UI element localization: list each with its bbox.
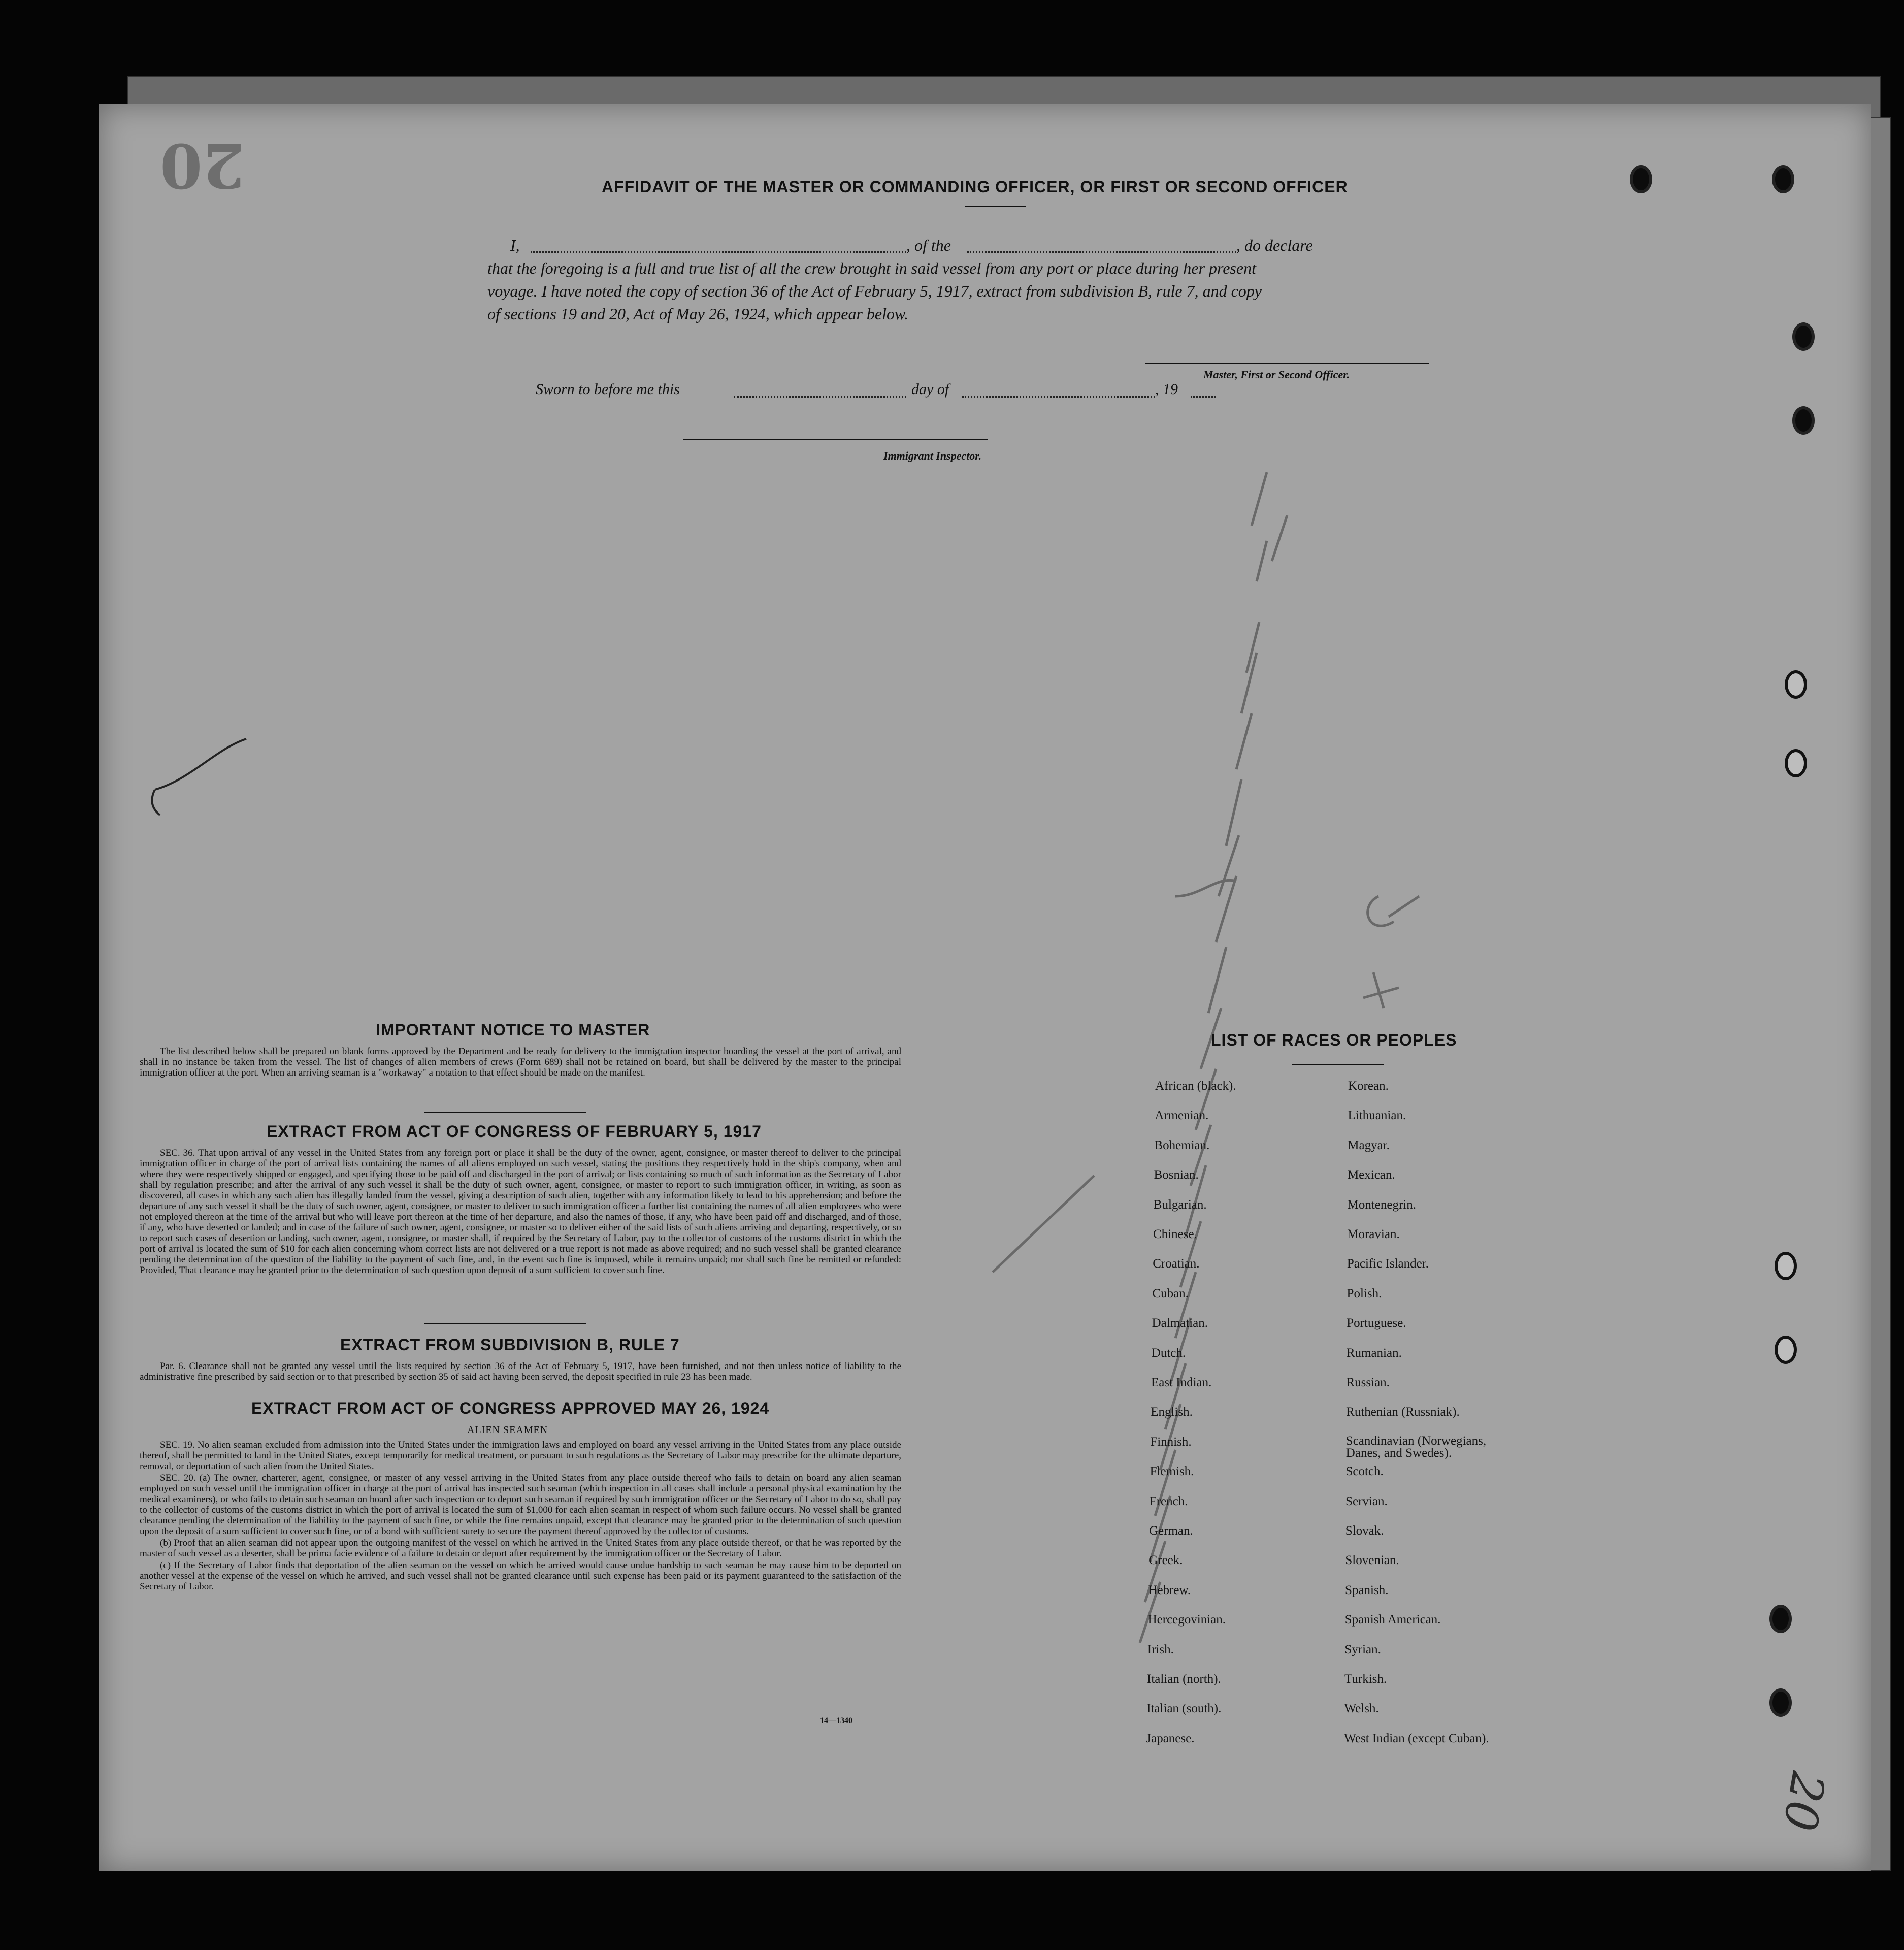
affidavit-declare: , do declare — [1236, 236, 1313, 254]
race-item: Scandinavian (Norwegians, Danes, and Swedes). — [1345, 1434, 1487, 1460]
affidavit-of-the: , of the — [906, 236, 951, 254]
extract-1924-title: EXTRACT FROM ACT OF CONGRESS APPROVED MAY 26, 1924 — [251, 1399, 770, 1417]
race-item: Bohemian. — [1154, 1138, 1210, 1152]
affidavit-i: I, — [510, 236, 520, 254]
race-item: Welsh. — [1344, 1702, 1379, 1716]
race-item: Hercegovinian. — [1147, 1613, 1226, 1627]
section-20c-paragraph: (c) If the Secretary of Labor finds that deportation of the alien seaman on the vessel on which he arrived would cause undue hardship to such seaman he may cause him to be deported on another vessel at the expense of the vessel on which he arrived, and such vessel shall not be granted clearance until such expense has been paid or its payment guaranteed to the satisfaction of the Secretary of Labor. — [140, 1560, 901, 1592]
sworn-label: Sworn to before me this — [536, 381, 680, 398]
divider — [424, 1112, 586, 1113]
race-item: Chinese. — [1153, 1227, 1197, 1241]
year-label: , 19 — [1155, 381, 1178, 398]
race-item: Syrian. — [1344, 1642, 1381, 1656]
race-item: Italian (south). — [1146, 1702, 1222, 1716]
affidavit-title: AFFIDAVIT OF THE MASTER OR COMMANDING OFFICER, OR FIRST OR SECOND OFFICER — [602, 178, 1348, 196]
rule7-text — [140, 1361, 901, 1383]
race-item: Lithuanian. — [1348, 1109, 1406, 1123]
race-item: Spanish. — [1345, 1583, 1389, 1597]
race-item: Armenian. — [1155, 1109, 1209, 1123]
handwriting-marks — [99, 104, 1871, 1871]
affidavit-line2: that the foregoing is a full and true list of all the crew brought in said vessel from any port or place during her present — [487, 259, 1256, 277]
section-20a-paragraph: SEC. 20. (a) The owner, charterer, agent, consignee, or master of any vessel arriving in the United States from any place outside thereof who fails to detain on board any alien seaman employed on such vessel until the immigration officer in charge at the port of arrival has inspected such seaman (which inspection in all cases shall include a personal physical examination by the medical examiners), or who fails to detain such seaman on board after such inspection or to deport such seaman if required by such immigration officer or the Secretary of Labor to do so, shall pay to the collector of customs of the customs district in which the port of arrival is located the sum of $1,000 for each alien seaman in respect of whom such failure occurs. No vessel shall be granted clearance pending the determination of the liability to the payment of such fine, or while the fine remains unpaid, except that clearance may be granted prior to the determination of such question upon the deposit of a sum sufficient to cover such fine, or of a bond with sufficient surety to secure the payment thereof approved by the collector of customs. — [140, 1473, 901, 1537]
extract-1924-text — [140, 1440, 901, 1593]
race-item: Slovenian. — [1345, 1553, 1399, 1568]
race-item: German. — [1149, 1524, 1193, 1538]
race-item: Mexican. — [1347, 1168, 1395, 1182]
race-item: Bulgarian. — [1153, 1197, 1207, 1212]
race-item: Portuguese. — [1347, 1316, 1406, 1330]
race-item: Japanese. — [1146, 1731, 1195, 1745]
race-item: Montenegrin. — [1347, 1197, 1416, 1212]
document-page — [99, 104, 1871, 1871]
race-item: Cuban. — [1152, 1286, 1189, 1301]
race-item: Dutch. — [1151, 1346, 1186, 1360]
race-item: Slovak. — [1345, 1524, 1384, 1538]
corner-number: 20 — [1772, 1768, 1835, 1835]
alien-seamen-subtitle: ALIEN SEAMEN — [467, 1424, 548, 1436]
extract-1917-text — [140, 1148, 901, 1277]
races-title: LIST OF RACES OR PEOPLES — [1211, 1031, 1457, 1049]
race-item: Greek. — [1148, 1553, 1183, 1568]
race-item: East Indian. — [1151, 1376, 1212, 1389]
notice-text — [140, 1046, 901, 1079]
race-item: Moravian. — [1347, 1227, 1400, 1241]
rule7-paragraph: Par. 6. Clearance shall not be granted any vessel until the lists required by section 36 of the Act of February 5, 1917, have been furnished, and not then unless notice of liability to the administrative fine prescribed by said section or to that prescribed by section 35 of said act having been served, the deposit specified in rule 23 has been made. — [140, 1361, 901, 1382]
race-item: Hebrew. — [1148, 1583, 1191, 1597]
races-title-underline — [1292, 1064, 1384, 1065]
race-item: French. — [1149, 1494, 1188, 1508]
race-item: English. — [1151, 1405, 1193, 1419]
race-item: Polish. — [1347, 1286, 1382, 1301]
section-36-paragraph: SEC. 36. That upon arrival of any vessel in the United States from any foreign port or place it shall be the duty of the owner, agent, consignee, or master thereof to deliver to the principal immigration officer in charge of the port of arrival lists containing the names of all aliens employed on such vessel, stating the positions they respectively hold in the ship's company, when and where they were respectively shipped or engaged, and specifying those to be paid off and discharged in the port of arrival; or lists containing so much of such information as the Secretary of Labor shall by regulation prescribe; and after the arrival of any such vessel it shall be the duty of such owner, agent, consignee, or master to report to such immigration officer, in writing, as soon as discovered, all cases in which any such alien has illegally landed from the vessel, giving a description of such alien, together with any information likely to lead to his apprehension; and before the departure of any such vessel it shall be the duty of such owner, agent, consignee, or master to deliver to such immigration officer a further list containing the names of all alien employees who were not employed thereon at the time of the arrival but who will leave port thereon at the time of her departure, and also the names of those, if any, who have been paid off and discharged, and of those, if any, who have deserted or landed; and in case of the failure of such owner, agent, consignee, or master so to deliver either of the said lists of such aliens arriving and departing, respectively, or so to report such cases of desertion or landing, such owner, agent, consignee, or master shall, if required by the Secretary of Labor, pay to the collector of customs of the customs district in which the port of arrival is located the sum of $10 for each alien concerning whom correct lists are not delivered or a true report is not made as above required; and no such vessel shall be granted clearance pending the determination of the question of the liability to the payment of such fine, and, in the event such fine is imposed, while it remains unpaid; nor shall such fine be remitted or refunded: Provided, That clearance may be granted prior to the determination of such question upon deposit of a sum sufficient to cover such fine. — [140, 1148, 901, 1276]
race-item: Ruthenian (Russniak). — [1346, 1405, 1460, 1419]
master-label: Master, First or Second Officer. — [1203, 368, 1350, 381]
race-item: Turkish. — [1344, 1672, 1387, 1686]
notice-title: IMPORTANT NOTICE TO MASTER — [376, 1021, 650, 1039]
race-item: Flemish. — [1150, 1465, 1194, 1479]
race-item: Scotch. — [1345, 1465, 1384, 1479]
race-item: Dalmatian. — [1152, 1316, 1208, 1330]
affidavit-line3: voyage. I have noted the copy of section 36 of the Act of February 5, 1917, extract from subdivision B, rule 7, and copy — [487, 282, 1262, 300]
race-item: Pacific Islander. — [1347, 1257, 1429, 1271]
race-item: African (black). — [1155, 1079, 1236, 1093]
race-item: Italian (north). — [1147, 1672, 1221, 1686]
form-number: 14—1340 — [820, 1716, 852, 1725]
rule7-title: EXTRACT FROM SUBDIVISION B, RULE 7 — [340, 1336, 680, 1354]
race-item: Servian. — [1345, 1494, 1388, 1508]
inspector-label: Immigrant Inspector. — [883, 449, 982, 462]
extract-1917-title: EXTRACT FROM ACT OF CONGRESS OF FEBRUARY 5, 1917 — [267, 1122, 762, 1141]
divider — [424, 1323, 586, 1324]
section-20b-paragraph: (b) Proof that an alien seaman did not appear upon the outgoing manifest of the vessel on which he arrived in the United States from any place outside thereof, or that he was reported by the master of such vessel as a deserter, shall be prima facie evidence of a failure to detain or deport after requirement by the immigration officer or the Secretary of Labor. — [140, 1538, 901, 1559]
race-item: Bosnian. — [1154, 1168, 1199, 1182]
race-item: Magyar. — [1348, 1138, 1390, 1152]
race-item: West Indian (except Cuban). — [1344, 1731, 1489, 1745]
day-of-label: day of — [911, 381, 949, 398]
page-number-stamp: 20 — [160, 129, 245, 201]
race-item: Croatian. — [1153, 1257, 1200, 1271]
race-item: Russian. — [1346, 1376, 1390, 1389]
race-item: Irish. — [1147, 1642, 1174, 1656]
race-item: Spanish American. — [1344, 1613, 1441, 1627]
race-item: Rumanian. — [1346, 1346, 1402, 1360]
notice-paragraph: The list described below shall be prepared on blank forms approved by the Department and be ready for delivery to the immigration inspector boarding the vessel at the port of arrival, and shall in no instance be taken from the vessel. The list of changes of alien members of crews (Form 689) shall not be retained on board, but shall be delivered by the master to the principal immigration officer at the port. When an arriving seaman is a "workaway" a notation to that effect should be made on the manifest. — [140, 1046, 901, 1078]
affidavit-line4: of sections 19 and 20, Act of May 26, 1924, which appear below. — [487, 305, 908, 323]
section-19-paragraph: SEC. 19. No alien seaman excluded from admission into the United States under the immigration laws and employed on board any vessel arriving in the United States from any place outside thereof, shall be permitted to land in the United States, except temporarily for medical treatment, or pursuant to such regulations as the Secretary of Labor may prescribe for the ultimate departure, removal, or deportation of such alien from the United States. — [140, 1440, 901, 1472]
race-item: Korean. — [1348, 1079, 1389, 1093]
race-item: Finnish. — [1150, 1435, 1192, 1449]
